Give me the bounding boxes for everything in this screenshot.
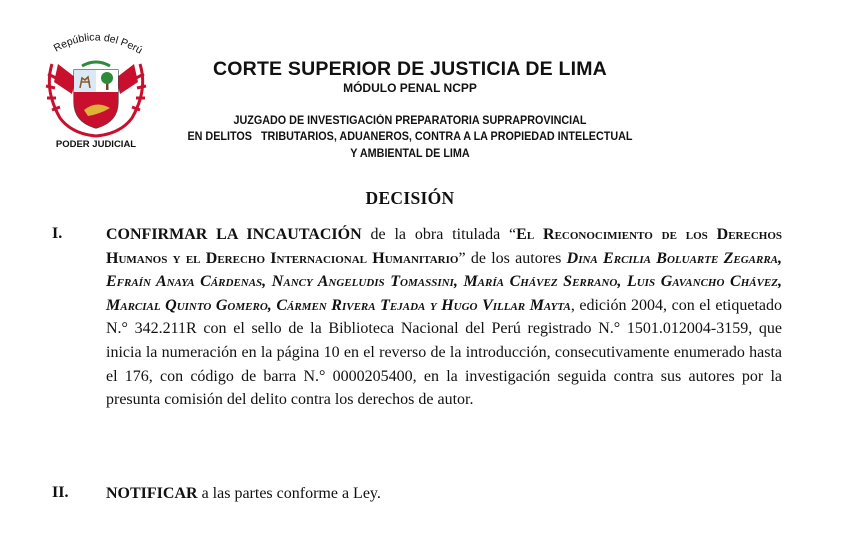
decision-item-1 (106, 223, 782, 412)
module-subtitle: MÓDULO PENAL NCPP (343, 81, 477, 95)
work-title: El Reconocimiento de los Derechos Humanos y el Derecho Internacional Humanitario (106, 226, 782, 267)
logo-top-text: República del Perú (51, 31, 145, 57)
peru-coat-of-arms-icon (38, 30, 154, 152)
item-text-2a: a las partes conforme a Ley. (197, 485, 381, 502)
item-text-1c: , edición 2004, con el etiquetado N.° 342.211R con el sello de la Biblioteca Nacional del Perú registrado N.° 1501.012004-3159, que inicia la numeración en la página 10 en el reverso de la introducción, consecutivamente enumerado hasta el 176, con código de barra N.° 0000205400, en la investigación seguida contra sus autores por la presunta comisión del delito contra los derechos de autor. (106, 296, 783, 409)
court-line-3: Y AMBIENTAL DE LIMA (350, 147, 470, 160)
court-line-1: JUZGADO DE INVESTIGACIÓN PREPARATORIA SUPRAPROVINCIAL (233, 114, 587, 127)
svg-text:República del Perú (52, 31, 145, 56)
court-title: CORTE SUPERIOR DE JUSTICIA DE LIMA (213, 58, 607, 80)
item-numeral-1: I. (52, 225, 63, 242)
item-text-1b: ” de los autores (458, 249, 567, 267)
item-action-1: CONFIRMAR LA INCAUTACIÓN (106, 226, 362, 243)
item-action-2: NOTIFICAR (106, 485, 198, 502)
item-numeral-2: II. (52, 484, 69, 501)
item-text-1a: de la obra titulada “ (361, 226, 517, 243)
court-line-2: EN DELITOS TRIBUTARIOS, ADUANEROS, CONTRA A LA PROPIEDAD INTELECTUAL (187, 130, 633, 143)
authors-list: Dina Ercilia Boluarte Zegarra, Efraín Anaya Cárdenas, Nancy Angeludis Tomassini, María Chávez Serrano, Luis Gavancho Chávez, Marcial Quinto Gomero, Cármen Rivera Tejada y Hugo Villar Mayta (106, 249, 782, 314)
logo-bottom-text: PODER JUDICIAL (55, 139, 137, 150)
decision-item-2 (106, 482, 782, 506)
poder-judicial-logo (38, 30, 154, 152)
decision-heading: DECISIÓN (365, 188, 455, 208)
